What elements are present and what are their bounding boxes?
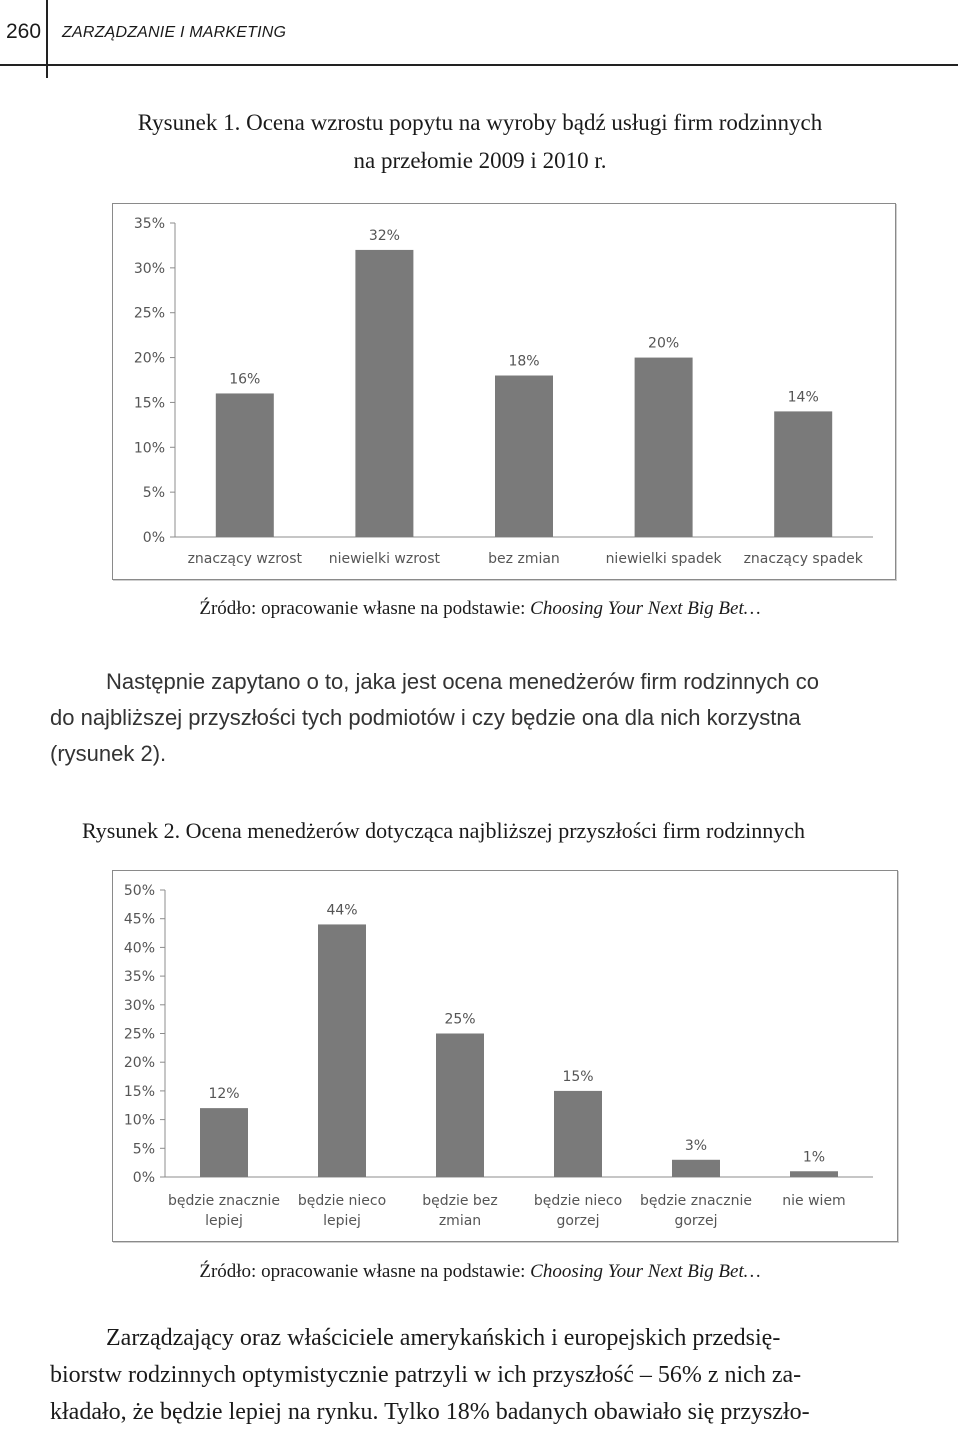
paragraph2	[50, 1320, 958, 1431]
figure2-category-label: będzie znacznie	[168, 1193, 280, 1209]
figure2-source	[0, 1261, 960, 1283]
paragraph1-line3: (rysunek 2).	[50, 741, 167, 766]
figure2-caption: Rysunek 2. Ocena menedżerów dotycząca najbliższej przyszłości firm rodzinnych	[82, 818, 806, 843]
figure1-category-label: znaczący spadek	[743, 551, 863, 567]
paragraph2-line3: kładało, że będzie lepiej na rynku. Tylko 18% badanych obawiało się przyszło-	[50, 1399, 810, 1425]
running-title: ZARZĄDZANIE I MARKETING	[62, 24, 287, 41]
paragraph1-line2: do najbliższej przyszłości tych podmiotów i czy będzie ona dla nich korzystna	[50, 705, 801, 730]
figure2-y-tick-label: 0%	[132, 1170, 155, 1186]
figure1-y-tick-label: 30%	[133, 260, 165, 277]
figure1-category-label: niewielki wzrost	[328, 551, 441, 567]
figure1-bar	[495, 376, 553, 537]
figure2-category-label: będzie nieco	[297, 1193, 387, 1209]
figure2-category-label: lepiej	[323, 1213, 361, 1229]
figure2-category-label: zmian	[438, 1213, 482, 1229]
figure2-source-title: Choosing Your Next Big Bet…	[530, 1261, 761, 1282]
figure2-y-tick-label: 5%	[132, 1141, 155, 1158]
figure1-y-tick-label: 35%	[133, 216, 165, 232]
figure1-data-label: 32%	[368, 227, 400, 244]
figure2-category-label: będzie nieco	[533, 1193, 623, 1209]
figure1-y-tick-label: 0%	[142, 530, 165, 546]
figure1-data-label: 20%	[648, 335, 680, 352]
figure1-bar	[635, 358, 693, 537]
figure2-y-tick-label: 40%	[123, 940, 155, 957]
figure2-source-prefix: Źródło: opracowanie własne na podstawie:	[199, 1261, 531, 1282]
figure1-chart-frame	[112, 203, 896, 580]
figure1-bar-chart	[113, 204, 895, 579]
header-vertical-rule	[46, 0, 48, 78]
figure2-category-label: będzie znacznie	[640, 1193, 752, 1209]
figure2-y-tick-label: 20%	[123, 1055, 155, 1072]
figure1-bar	[216, 393, 274, 537]
figure2-bar	[672, 1160, 720, 1177]
paragraph2-line1: Zarządzający oraz właściciele amerykańskich i europejskich przedsię-	[106, 1325, 781, 1351]
figure1-data-label: 14%	[787, 389, 819, 406]
figure2-y-tick-label: 50%	[123, 883, 155, 899]
figure1-y-tick-label: 5%	[142, 485, 165, 502]
figure2-category-label: gorzej	[674, 1213, 718, 1229]
figure2-data-label: 15%	[562, 1068, 594, 1085]
figure2-y-tick-label: 10%	[123, 1112, 155, 1129]
figure2-category-label: będzie bez	[422, 1193, 498, 1209]
figure1-caption-line2: na przełomie 2009 i 2010 r.	[353, 148, 607, 173]
figure1-y-tick-label: 25%	[133, 305, 165, 322]
figure2-bar	[554, 1091, 602, 1177]
figure2-category-label: lepiej	[205, 1213, 243, 1229]
page-header	[0, 0, 960, 80]
figure1-source	[0, 598, 960, 620]
figure2-y-tick-label: 15%	[123, 1083, 155, 1100]
figure1-category-label: bez zmian	[488, 551, 560, 567]
figure2-data-label: 1%	[802, 1149, 826, 1166]
figure2-data-label: 3%	[684, 1137, 708, 1154]
figure2-y-tick-label: 30%	[123, 997, 155, 1014]
figure2-bar	[790, 1171, 838, 1177]
figure1-y-tick-label: 20%	[133, 350, 165, 367]
paragraph1-line1: Następnie zapytano o to, jaka jest ocena menedżerów firm rodzinnych co	[106, 669, 819, 694]
figure1-category-label: znaczący wzrost	[187, 551, 303, 567]
page-number: 260	[6, 20, 42, 43]
figure2-chart-frame	[112, 870, 898, 1242]
figure1-caption-line1: Rysunek 1. Ocena wzrostu popytu na wyroby bądź usługi firm rodzinnych	[137, 110, 823, 135]
figure2-bar-chart	[113, 871, 897, 1241]
header-horizontal-rule	[0, 64, 958, 66]
figure2-data-label: 12%	[208, 1086, 240, 1103]
figure2-y-tick-label: 45%	[123, 911, 155, 928]
figure2-bar	[200, 1108, 248, 1177]
figure1-category-label: niewielki spadek	[605, 551, 722, 567]
figure1-source-title: Choosing Your Next Big Bet…	[530, 598, 761, 619]
paragraph2-line2: biorstw rodzinnych optymistycznie patrzyli w ich przyszłość – 56% z nich za-	[50, 1362, 802, 1388]
figure2-bar	[318, 924, 366, 1177]
figure1-data-label: 18%	[508, 353, 540, 370]
figure2-data-label: 25%	[444, 1011, 476, 1028]
figure2-category-label: nie wiem	[782, 1193, 846, 1209]
figure1-caption	[0, 104, 960, 180]
figure1-data-label: 16%	[229, 371, 261, 388]
figure1-bar	[355, 250, 413, 537]
figure2-category-label: gorzej	[556, 1213, 600, 1229]
figure1-y-tick-label: 10%	[133, 440, 165, 457]
figure2-y-tick-label: 25%	[123, 1026, 155, 1043]
figure1-bar	[774, 411, 832, 537]
figure2-bar	[436, 1034, 484, 1178]
figure2-data-label: 44%	[326, 902, 358, 919]
figure1-y-tick-label: 15%	[133, 395, 165, 412]
paragraph1	[50, 664, 958, 772]
figure1-source-prefix: Źródło: opracowanie własne na podstawie:	[199, 598, 531, 619]
figure2-y-tick-label: 35%	[123, 969, 155, 986]
